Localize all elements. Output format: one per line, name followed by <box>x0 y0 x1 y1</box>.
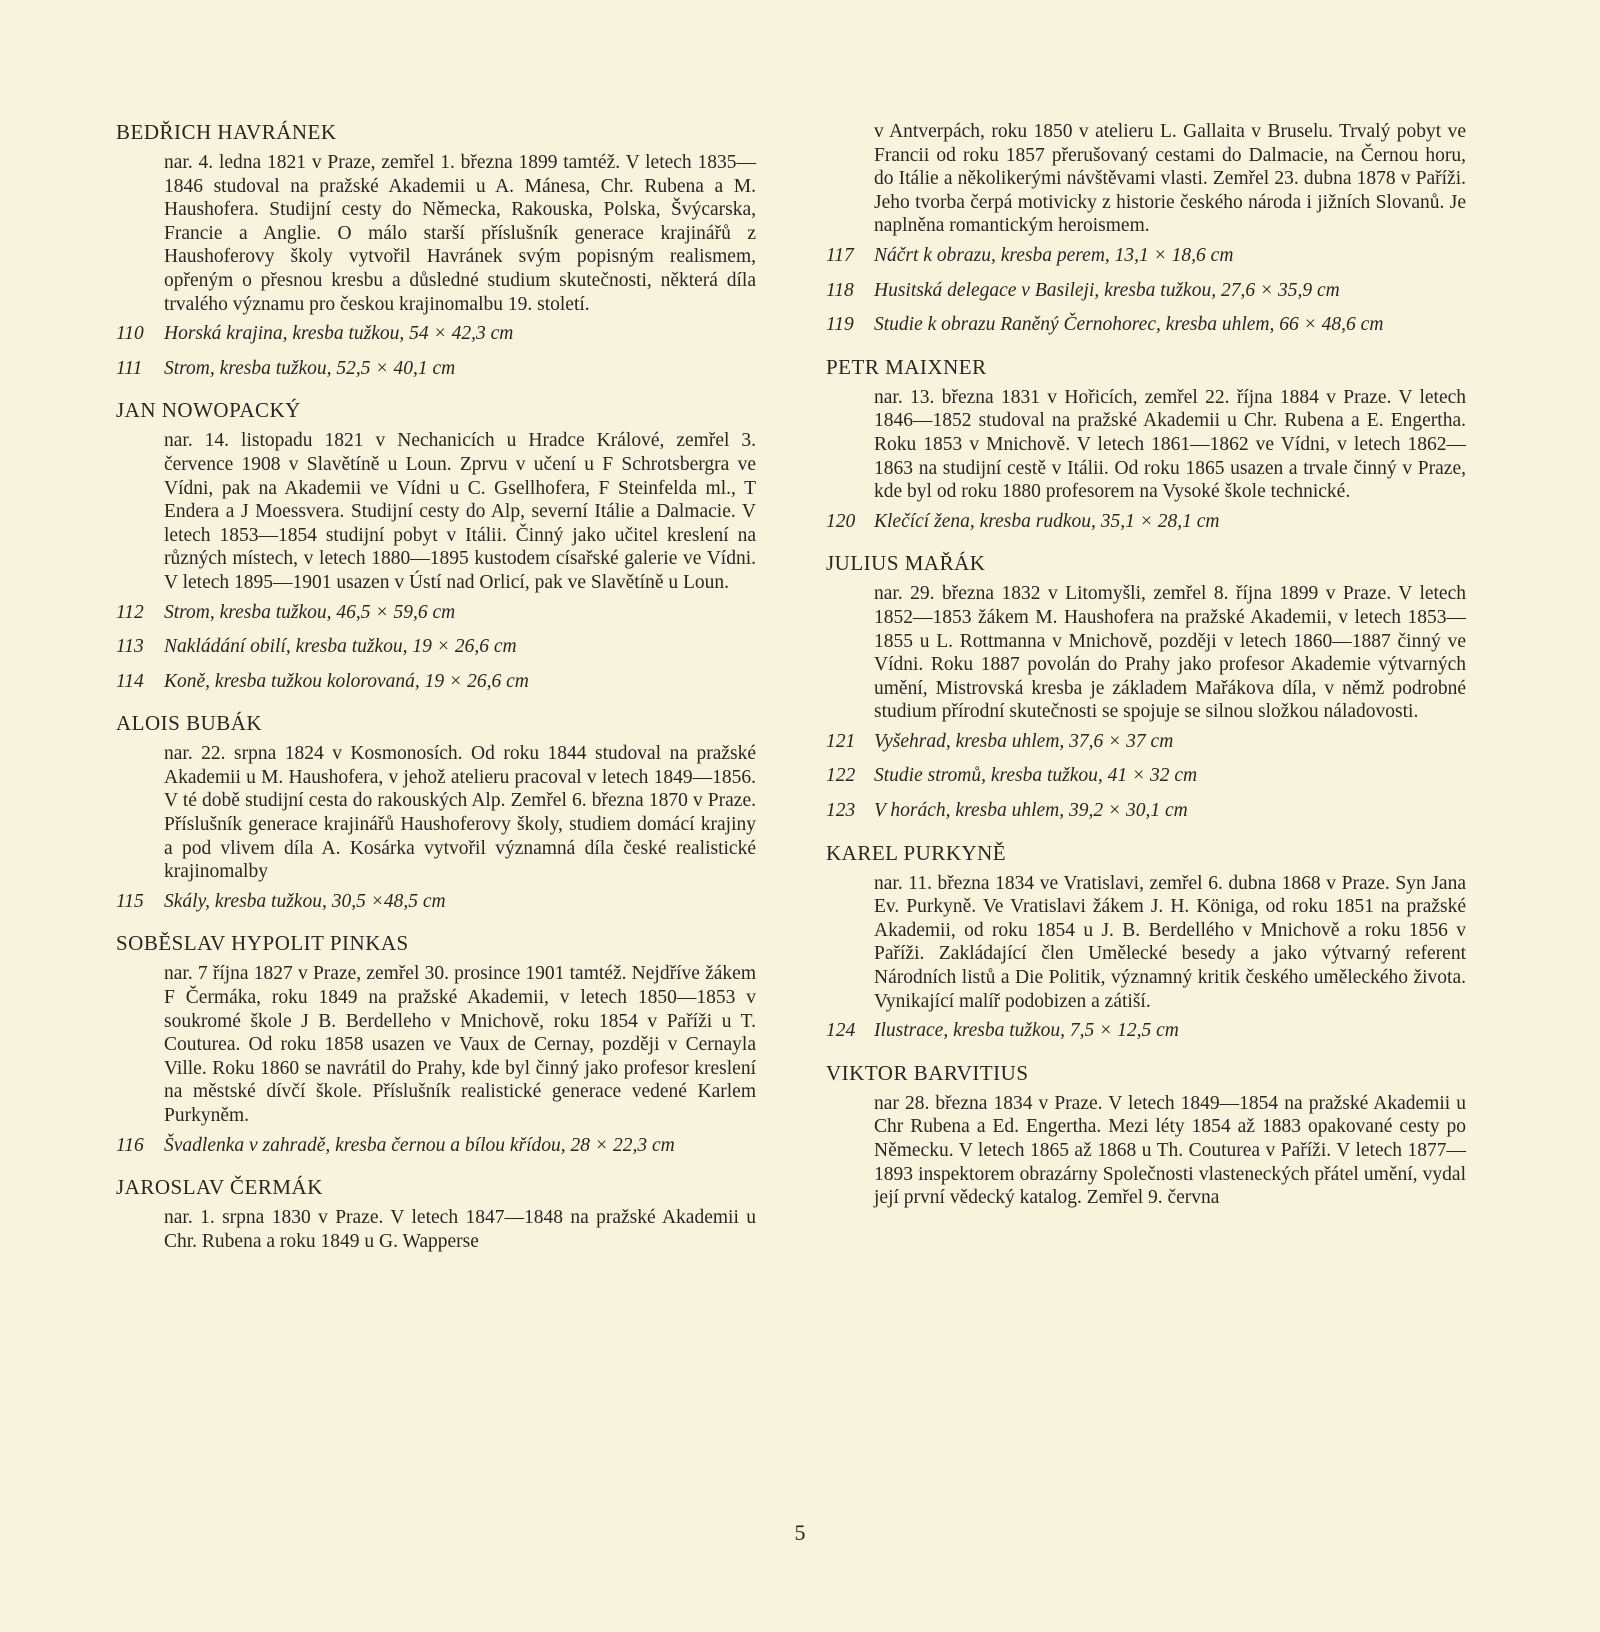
work-item <box>826 244 1466 268</box>
artist-entry <box>826 355 1466 534</box>
work-description: Klečící žena, kresba rudkou, 35,1 × 28,1 cm <box>874 510 1220 532</box>
work-number: 118 <box>826 279 854 301</box>
work-item <box>116 601 756 625</box>
artist-entry <box>116 931 756 1157</box>
artist-entry <box>826 551 1466 822</box>
work-description: Koně, kresba tužkou kolorovaná, 19 × 26,6 cm <box>164 670 529 692</box>
work-number: 123 <box>826 800 856 822</box>
work-item <box>826 764 1466 788</box>
work-description: Studie stromů, kresba tužkou, 41 × 32 cm <box>874 765 1198 787</box>
work-number: 110 <box>116 323 144 345</box>
artist-bio: nar. 14. listopadu 1821 v Nechanicích u Hradce Králové, zemřel 3. července 1908 v Slavětíně u Loun. Zprvu v učení u F Schrotsbergra ve Vídni, pak na Akademii ve Vídni u C. Gsellhofera, F Steinfelda ml., T Endera a J Moessvera. Studijní cesty do Alp, severní Itálie a Dalmacie. V letech 1853—1854 studijní pobyt v Itálii. Činný jako učitel kreslení na různých místech, v letech 1880—1895 kustodem císařské galerie ve Vídni. V letech 1895—1901 usazen v Ústí nad Orlicí, pak ve Slavětíně u Loun. <box>164 430 756 593</box>
works-list <box>826 244 1466 337</box>
work-description: Studie k obrazu Raněný Černohorec, kresba uhlem, 66 × 48,6 cm <box>874 314 1384 336</box>
artist-bio: v Antverpách, roku 1850 v atelieru L. Gallaita v Bruselu. Trvalý pobyt ve Francii od roku 1857 přerušovaný cestami do Dalmacie, na Černou horu, do Itálie a několikerými návštěvami vlasti. Zemřel 23. dubna 1878 v Paříži. Jeho tvorba čerpá motivicky z historie českého národa i jižních Slovanů. Je naplněna romantickým heroismem. <box>874 121 1466 237</box>
work-item <box>116 357 756 381</box>
work-number: 120 <box>826 510 856 532</box>
artist-name: KAREL PURKYNĚ <box>826 840 1007 865</box>
artist-bio: nar. 13. března 1831 v Hořicích, zemřel 22. října 1884 v Praze. V letech 1846—1852 studoval na pražské Akademii u Chr. Rubena a E. Engertha. Roku 1853 v Mnichově. V letech 1861—1862 ve Vídni, v letech 1862—1863 na studijní cestě v Itálii. Od roku 1865 usazen a trvale činný v Praze, kde byl od roku 1880 profesorem na Vysoké škole technické. <box>874 386 1466 503</box>
work-description: Nakládání obilí, kresba tužkou, 19 × 26,6 cm <box>164 636 517 658</box>
works-list <box>826 510 1466 534</box>
work-item <box>826 313 1466 337</box>
work-item <box>116 670 756 694</box>
work-item <box>116 1134 756 1158</box>
artist-bio: nar. 4. ledna 1821 v Praze, zemřel 1. března 1899 tamtéž. V letech 1835—1846 studoval na pražské Akademii u A. Mánesa, Chr. Rubena a M. Haushofera. Studijní cesty do Německa, Rakouska, Polska, Švýcarska, Francie a Anglie. O málo starší příslušník generace krajinářů z Haushoferovy školy vytvořil Havránek svým popisným realismem, opřeným o přesnou kresbu a důsledné studium skutečnosti, některá díla trvalého významu pro českou krajinomalbu 19. století. <box>164 152 756 315</box>
work-description: Náčrt k obrazu, kresba perem, 13,1 × 18,6 cm <box>874 244 1234 266</box>
artist-name: JULIUS MAŘÁK <box>826 551 986 576</box>
work-description: Skály, kresba tužkou, 30,5 ×48,5 cm <box>164 890 446 912</box>
artist-entry <box>116 1175 756 1253</box>
artist-bio: nar. 1. srpna 1830 v Praze. V letech 1847—1848 na pražské Akademii u Chr. Rubena a roku 1849 u G. Wapperse <box>164 1207 756 1252</box>
artist-name: ALOIS BUBÁK <box>116 711 263 736</box>
work-item <box>826 279 1466 303</box>
works-list <box>116 322 756 380</box>
works-list <box>116 1134 756 1158</box>
work-item <box>116 635 756 659</box>
work-description: V horách, kresba uhlem, 39,2 × 30,1 cm <box>874 800 1188 822</box>
works-list <box>826 730 1466 823</box>
work-description: Ilustrace, kresba tužkou, 7,5 × 12,5 cm <box>874 1020 1179 1042</box>
works-list <box>116 601 756 694</box>
work-number: 111 <box>116 357 143 379</box>
work-item <box>826 1019 1466 1043</box>
artist-entry <box>826 841 1466 1043</box>
work-number: 113 <box>116 636 144 658</box>
work-number: 122 <box>826 765 856 787</box>
work-number: 117 <box>826 244 854 266</box>
works-list <box>826 1019 1466 1043</box>
work-number: 119 <box>826 314 854 336</box>
work-number: 124 <box>826 1020 856 1042</box>
work-number: 112 <box>116 601 144 623</box>
artist-name: PETR MAIXNER <box>826 354 987 379</box>
artist-name: JAN NOWOPACKÝ <box>116 398 301 423</box>
artist-entry-continued <box>826 120 1466 337</box>
artist-name: SOBĚSLAV HYPOLIT PINKAS <box>116 931 409 956</box>
work-number: 115 <box>116 890 144 912</box>
artist-bio: nar. 7 října 1827 v Praze, zemřel 30. prosince 1901 tamtéž. Nejdříve žákem F Čermáka, roku 1849 na pražské Akademii, v letech 1850—1853 v soukromé škole J B. Berdelleho v Mnichově, roku 1854 v Paříži u T. Couturea. Od roku 1858 usazen ve Vaux de Cernay, později v Cernayla Ville. Roku 1860 se navrátil do Prahy, kde byl činný jako profesor kreslení na městské dívčí škole. Příslušník realistické generace vedené Karlem Purkyněm. <box>164 963 756 1126</box>
work-description: Strom, kresba tužkou, 52,5 × 40,1 cm <box>164 357 456 379</box>
work-description: Švadlenka v zahradě, kresba černou a bílou křídou, 28 × 22,3 cm <box>164 1134 675 1156</box>
left-column <box>116 120 756 1253</box>
work-description: Horská krajina, kresba tužkou, 54 × 42,3 cm <box>164 323 514 345</box>
artist-entry <box>116 398 756 693</box>
artist-entry <box>116 120 756 380</box>
artist-bio: nar. 29. března 1832 v Litomyšli, zemřel 8. října 1899 v Praze. V letech 1852—1853 žákem M. Haushofera na pražské Akademii, v letech 1853—1855 u L. Rottmanna v Mnichově, později v letech 1860—1887 činný ve Vídni. Roku 1887 povolán do Prahy jako profesor Akademie výtvarných umění, Mistrovská kresba je základem Mařákova díla, v němž podrobné studium přírodní skutečnosti se spojuje se silnou složkou náladovosti. <box>874 583 1466 723</box>
work-description: Husitská delegace v Basileji, kresba tužkou, 27,6 × 35,9 cm <box>874 279 1340 301</box>
right-column <box>826 120 1466 1210</box>
artist-name: VIKTOR BARVITIUS <box>826 1060 1029 1085</box>
work-item <box>116 890 756 914</box>
work-number: 114 <box>116 670 144 692</box>
work-description: Vyšehrad, kresba uhlem, 37,6 × 37 cm <box>874 730 1174 752</box>
artist-bio: nar 28. března 1834 v Praze. V letech 1849—1854 na pražské Akademii u Chr Rubena a Ed. Engertha. Mezi léty 1854 až 1883 opakované cesty po Německu. V letech 1865 až 1868 u Th. Couturea v Paříži. V letech 1877—1893 inspektorem obrazárny Společnosti vlasteneckých přátel umění, vydal její první vědecký katalog. Zemřel 9. června <box>874 1092 1466 1209</box>
artist-bio: nar. 11. března 1834 ve Vratislavi, zemřel 6. dubna 1868 v Praze. Syn Jana Ev. Purkyně. Ve Vratislavi žákem J. H. Königa, od roku 1851 na pražské Akademii, od roku 1854 u J. B. Berdellého v Mnichově a roku 1856 v Paříži. Zakládající člen Umělecké besedy a jako výtvarný referent Národních listů a Die Politik, významný kritik českého uměleckého života. Vynikající malíř podobizen a zátiší. <box>874 872 1466 1012</box>
works-list <box>116 890 756 914</box>
artist-entry <box>826 1061 1466 1210</box>
work-description: Strom, kresba tužkou, 46,5 × 59,6 cm <box>164 601 456 623</box>
artist-name: JAROSLAV ČERMÁK <box>116 1175 323 1200</box>
artist-name: BEDŘICH HAVRÁNEK <box>116 120 337 144</box>
artist-entry <box>116 711 756 913</box>
work-number: 121 <box>826 730 856 752</box>
work-item <box>116 322 756 346</box>
page-number: 5 <box>794 1520 806 1545</box>
work-item <box>826 510 1466 534</box>
work-number: 116 <box>116 1134 144 1156</box>
work-item <box>826 799 1466 823</box>
artist-bio: nar. 22. srpna 1824 v Kosmonosích. Od roku 1844 studoval na pražské Akademii u M. Haushofera, v jehož atelieru pracoval v letech 1849—1856. V té době studijní cesta do rakouských Alp. Zemřel 6. března 1870 v Praze. Příslušník generace krajinářů Haushoferovy školy, studiem domácí krajiny a pod vlivem díla A. Kosárka vytvořil významná díla české realistické krajinomalby <box>164 743 756 883</box>
work-item <box>826 730 1466 754</box>
